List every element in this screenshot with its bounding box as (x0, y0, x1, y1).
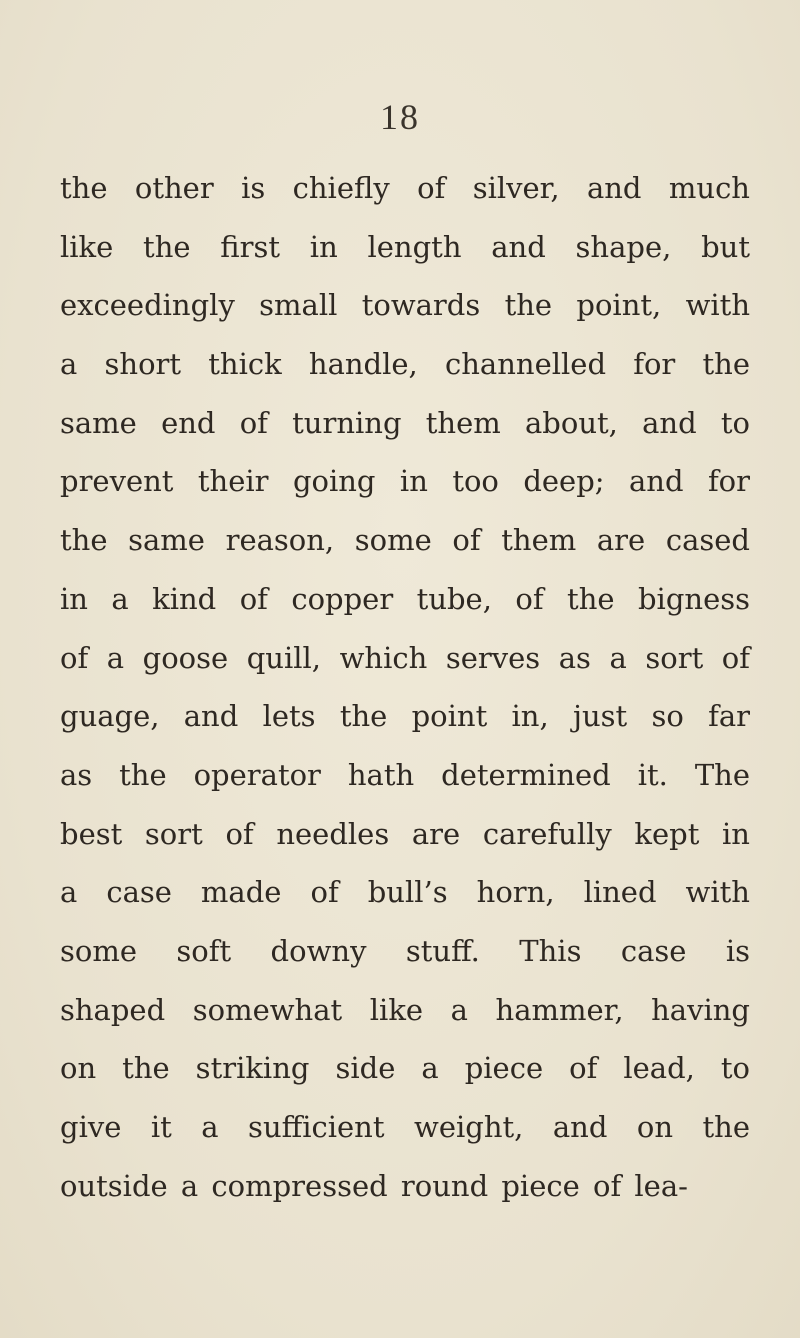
body-text (60, 168, 750, 1224)
text-line: shaped somewhat like a hammer, having (60, 992, 750, 1027)
text-line: of a goose quill, which serves as a sort of (60, 640, 750, 675)
text-line: prevent their going in too deep; and for (60, 464, 750, 499)
text-line: guage, and lets the point in, just so far (60, 699, 750, 734)
text-line: give it a sufficient weight, and on the (60, 1110, 750, 1144)
text-line: a case made of bull’s horn, lined with (60, 875, 750, 910)
text-line: exceedingly small towards the point, with (60, 288, 750, 323)
text-line: in a kind of copper tube, of the bigness (60, 581, 750, 616)
text-line: outside a compressed round piece of lea- (60, 1168, 688, 1203)
text-line: some soft downy stuff. This case is (60, 933, 750, 968)
text-line: the other is chiefly of silver, and much (60, 171, 750, 205)
text-line: as the operator hath determined it. The (60, 757, 750, 792)
text-line: the same reason, some of them are cased (60, 523, 750, 558)
page-number: 18 (380, 97, 420, 137)
text-line: best sort of needles are carefully kept in (60, 816, 750, 851)
text-line: like the first in length and shape, but (60, 229, 750, 264)
text-line: same end of turning them about, and to (60, 405, 750, 440)
text-line: a short thick handle, channelled for the (60, 347, 750, 382)
text-line: on the striking side a piece of lead, to (60, 1051, 750, 1086)
